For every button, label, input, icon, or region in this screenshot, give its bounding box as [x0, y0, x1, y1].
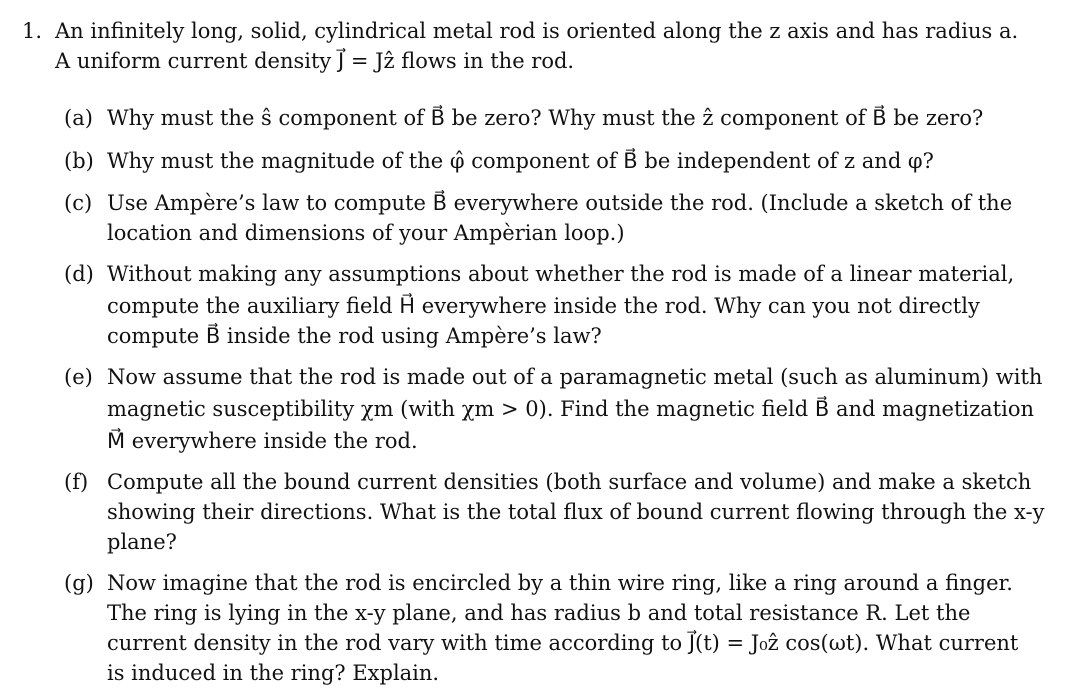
- part-label-d: (d): [64, 262, 94, 286]
- part-e-text: magnetic susceptibility χm (with χm > 0). Find the magnetic field B⃗ and magnetization: [107, 397, 1035, 421]
- part-f-text: plane?: [107, 530, 177, 554]
- part-e-text: Now assume that the rod is made out of a paramagnetic metal (such as aluminum) with: [107, 365, 1043, 389]
- part-label-g: (g): [64, 571, 94, 595]
- part-label-a: (a): [64, 106, 93, 130]
- intro-line: An infinitely long, solid, cylindrical metal rod is oriented along the z axis and has radius a.: [55, 19, 1019, 43]
- part-g-text: is induced in the ring? Explain.: [107, 661, 440, 685]
- part-d-text: compute B⃗ inside the rod using Ampère’s law?: [107, 324, 602, 348]
- part-e-text: M⃗ everywhere inside the rod.: [107, 429, 418, 453]
- part-b-text: Why must the magnitude of the φ̂ component of B⃗ be independent of z and φ?: [107, 149, 934, 173]
- part-g-text: The ring is lying in the x-y plane, and has radius b and total resistance R. Let the: [107, 601, 971, 625]
- part-label-b: (b): [64, 149, 94, 173]
- part-label-f: (f): [64, 470, 89, 494]
- part-d-text: compute the auxiliary field H⃗ everywhere inside the rod. Why can you not directly: [107, 294, 980, 318]
- part-g-text: current density in the rod vary with time according to J⃗(t) = J₀ẑ cos(ωt). What current: [107, 631, 1019, 655]
- part-c-text: Use Ampère’s law to compute B⃗ everywhere outside the rod. (Include a sketch of the: [107, 191, 1013, 215]
- part-c-text: location and dimensions of your Ampèrian loop.): [107, 221, 625, 245]
- part-f-text: showing their directions. What is the total flux of bound current flowing through the x-y: [107, 500, 1045, 524]
- part-d-text: Without making any assumptions about whether the rod is made of a linear material,: [107, 262, 1015, 286]
- part-label-c: (c): [64, 191, 93, 215]
- part-g-text: Now imagine that the rod is encircled by a thin wire ring, like a ring around a finger.: [107, 571, 1013, 595]
- problem-number: 1.: [22, 19, 43, 43]
- part-f-text: Compute all the bound current densities (both surface and volume) and make a sketch: [107, 470, 1032, 494]
- part-label-e: (e): [64, 365, 93, 389]
- part-a-text: Why must the ŝ component of B⃗ be zero? Why must the ẑ component of B⃗ be zero?: [107, 106, 984, 130]
- intro-line: A uniform current density J⃗ = Jẑ flows in the rod.: [55, 49, 575, 73]
